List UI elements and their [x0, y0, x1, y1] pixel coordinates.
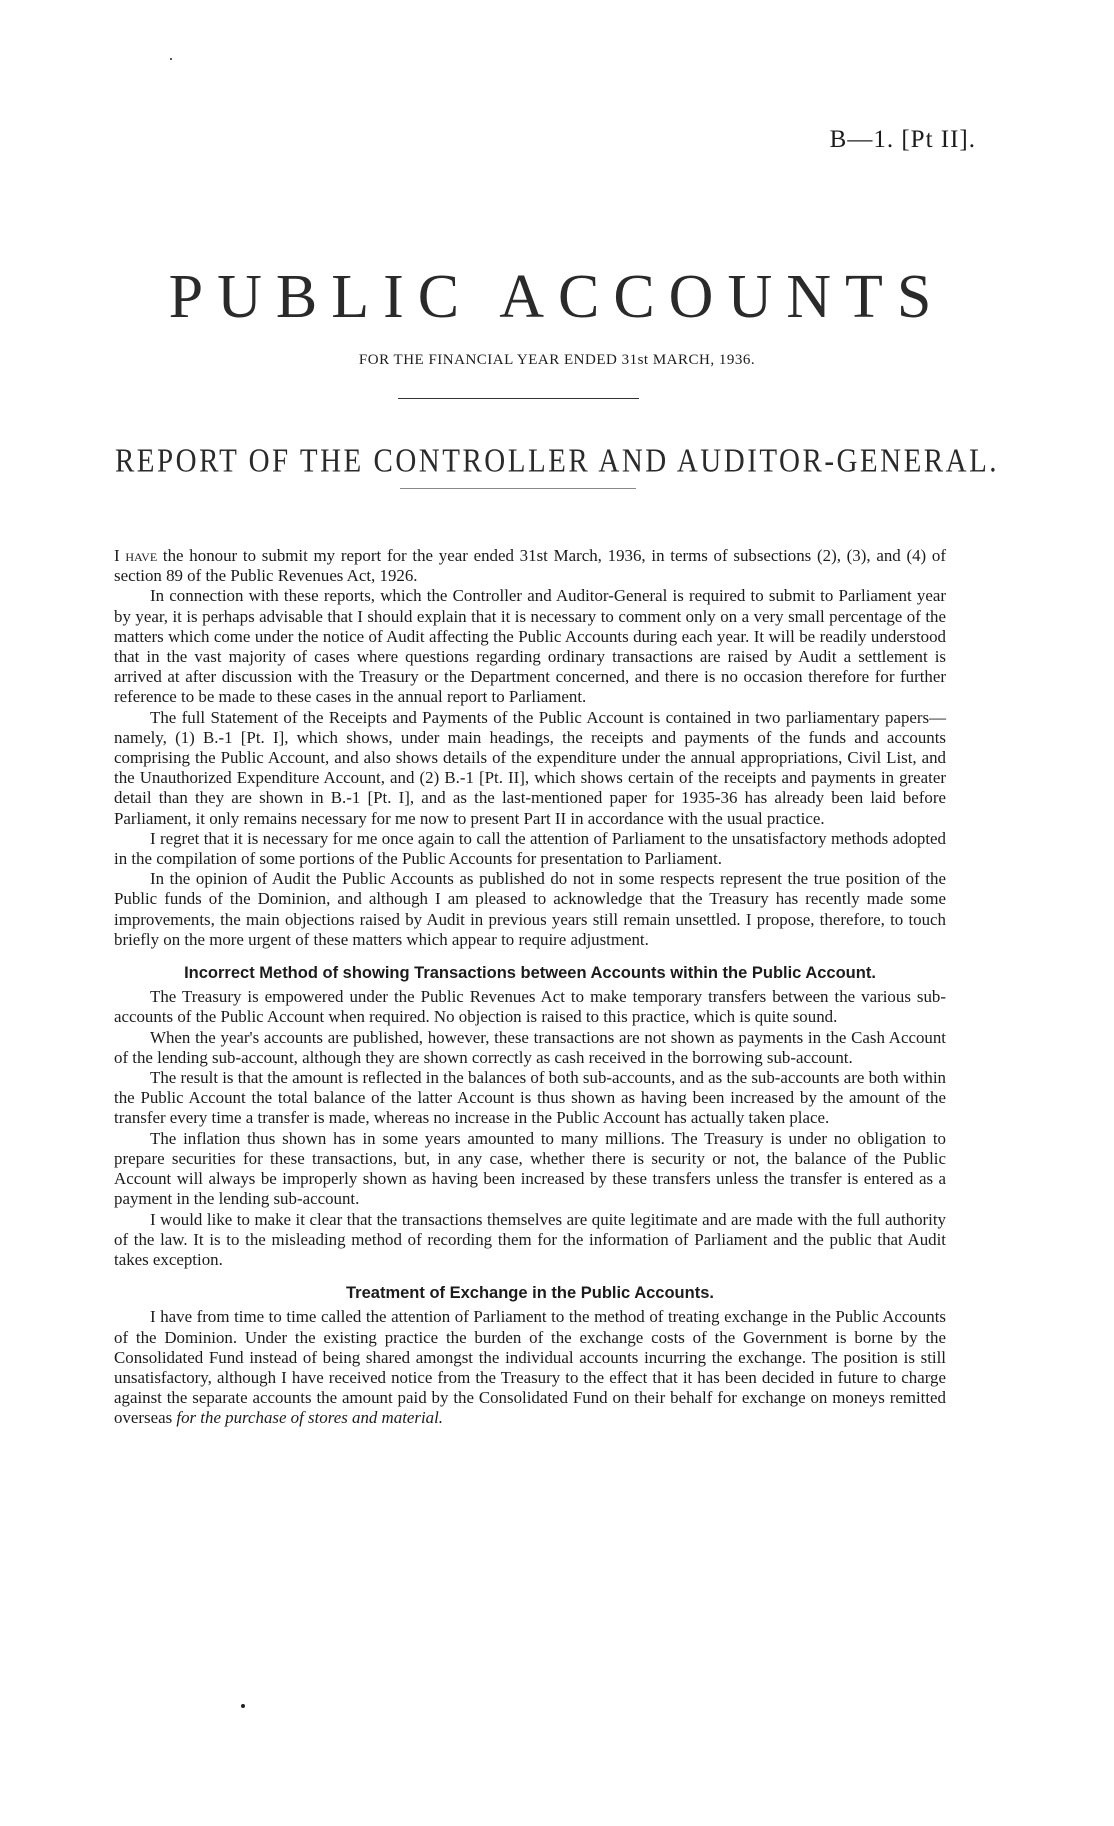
report-body	[114, 546, 946, 1429]
scan-speck	[170, 58, 172, 60]
section1-paragraph: The Treasury is empowered under the Public Revenues Act to make temporary transfers between the various sub-accounts of the Public Account when required. No objection is raised to this practice, which is quite sound.	[114, 987, 946, 1027]
section2-italic-tail: for the purchase of stores and material.	[176, 1408, 444, 1428]
scan-speck	[241, 1704, 245, 1708]
title-divider	[398, 398, 639, 399]
body-paragraph: I regret that it is necessary for me once again to call the attention of Parliament to the unsatisfactory methods adopted in the compilation of some portions of the Public Accounts for presentation to Parliament.	[114, 828, 946, 869]
section1-paragraph: When the year's accounts are published, however, these transactions are not shown as payments in the Cash Account of the lending sub-account, although they are shown correctly as cash received in the borrowing sub-account.	[114, 1027, 946, 1067]
section1-paragraph: The inflation thus shown has in some years amounted to many millions. The Treasury is under no obligation to prepare securities for these transactions, but, in any case, whether there is security or not, the balance of the Public Account will always be improperly shown as having been increased by these transfers unless the transfer is entered as a payment in the lending sub-account.	[114, 1128, 946, 1209]
intro-paragraph	[114, 546, 946, 586]
body-paragraph: In the opinion of Audit the Public Accounts as published do not in some respects represent the true position of the Public funds of the Dominion, and although I am pleased to acknowledge that the Treasury has recently made some improvements, the main objections raised by Audit in previous years still remain unsettled. I propose, therefore, to touch briefly on the more urgent of these matters which appear to require adjustment.	[114, 869, 946, 949]
page-subtitle: FOR THE FINANCIAL YEAR ENDED 31st MARCH, 1936.	[358, 352, 756, 368]
section-heading-exchange: Treatment of Exchange in the Public Accounts.	[346, 1284, 714, 1303]
section2-paragraph	[114, 1307, 946, 1428]
intro-lead: I have	[114, 546, 158, 565]
section1-paragraph: The result is that the amount is reflected in the balances of both sub-accounts, and as the sub-accounts are both within the Public Account the total balance of the latter Account is thus shown as having been increased by the amount of the transfer every time a transfer is made, whereas no increase in the Public Account has actually taken place.	[114, 1068, 946, 1128]
report-title: REPORT OF THE CONTROLLER AND AUDITOR-GENERAL.	[114, 442, 1000, 480]
section2-text: I have from time to time called the attention of Parliament to the method of treating exchange in the Public Accounts of the Dominion. Under the existing practice the burden of the exchange costs of the Government is borne by the Consolidated Fund instead of being shared amongst the individual accounts incurring the exchange. The position is still unsatisfactory, although I have received notice from the Treasury to the effect that it has been decided in future to charge against the separate accounts the amount paid by the Consolidated Fund on their behalf for exchange on moneys remitted overseas	[114, 1307, 946, 1428]
page-title: PUBLIC ACCOUNTS	[168, 263, 946, 331]
paper-reference: B—1. [Pt II].	[829, 126, 976, 153]
section-heading-transactions: Incorrect Method of showing Transactions between Accounts within the Public Account.	[184, 964, 876, 983]
body-paragraph: The full Statement of the Receipts and Payments of the Public Account is contained in two parliamentary papers—namely, (1) B.-1 [Pt. I], which shows, under main headings, the receipts and payments of the funds and accounts comprising the Public Account, and also shows details of the expenditure under the annual appropriations, Civil List, and the Unauthorized Expenditure Account, and (2) B.-1 [Pt. II], which shows certain of the receipts and payments in greater detail than they are shown in B.-1 [Pt. I], and as the last-mentioned paper for 1935-36 has already been laid before Parliament, it only remains necessary for me now to present Part II in accordance with the usual practice.	[114, 707, 946, 828]
intro-rest: the honour to submit my report for the year ended 31st March, 1936, in terms of subsections (2), (3), and (4) of section 89 of the Public Revenues Act, 1926.	[114, 546, 946, 586]
report-divider	[400, 488, 636, 489]
body-paragraph: In connection with these reports, which the Controller and Auditor-General is required to submit to Parliament year by year, it is perhaps advisable that I should explain that it is necessary to comment only on a very small percentage of the matters which come under the notice of Audit affecting the Public Accounts during each year. It will be readily understood that in the vast majority of cases where questions regarding ordinary transactions are raised by Audit a settlement is arrived at after discussion with the Treasury or the Department concerned, and there is no occasion therefore for further reference to be made to these cases in the annual report to Parliament.	[114, 586, 946, 707]
section1-paragraph: I would like to make it clear that the transactions themselves are quite legitimate and are made with the full authority of the law. It is to the misleading method of recording them for the information of Parliament and the public that Audit takes exception.	[114, 1209, 946, 1269]
